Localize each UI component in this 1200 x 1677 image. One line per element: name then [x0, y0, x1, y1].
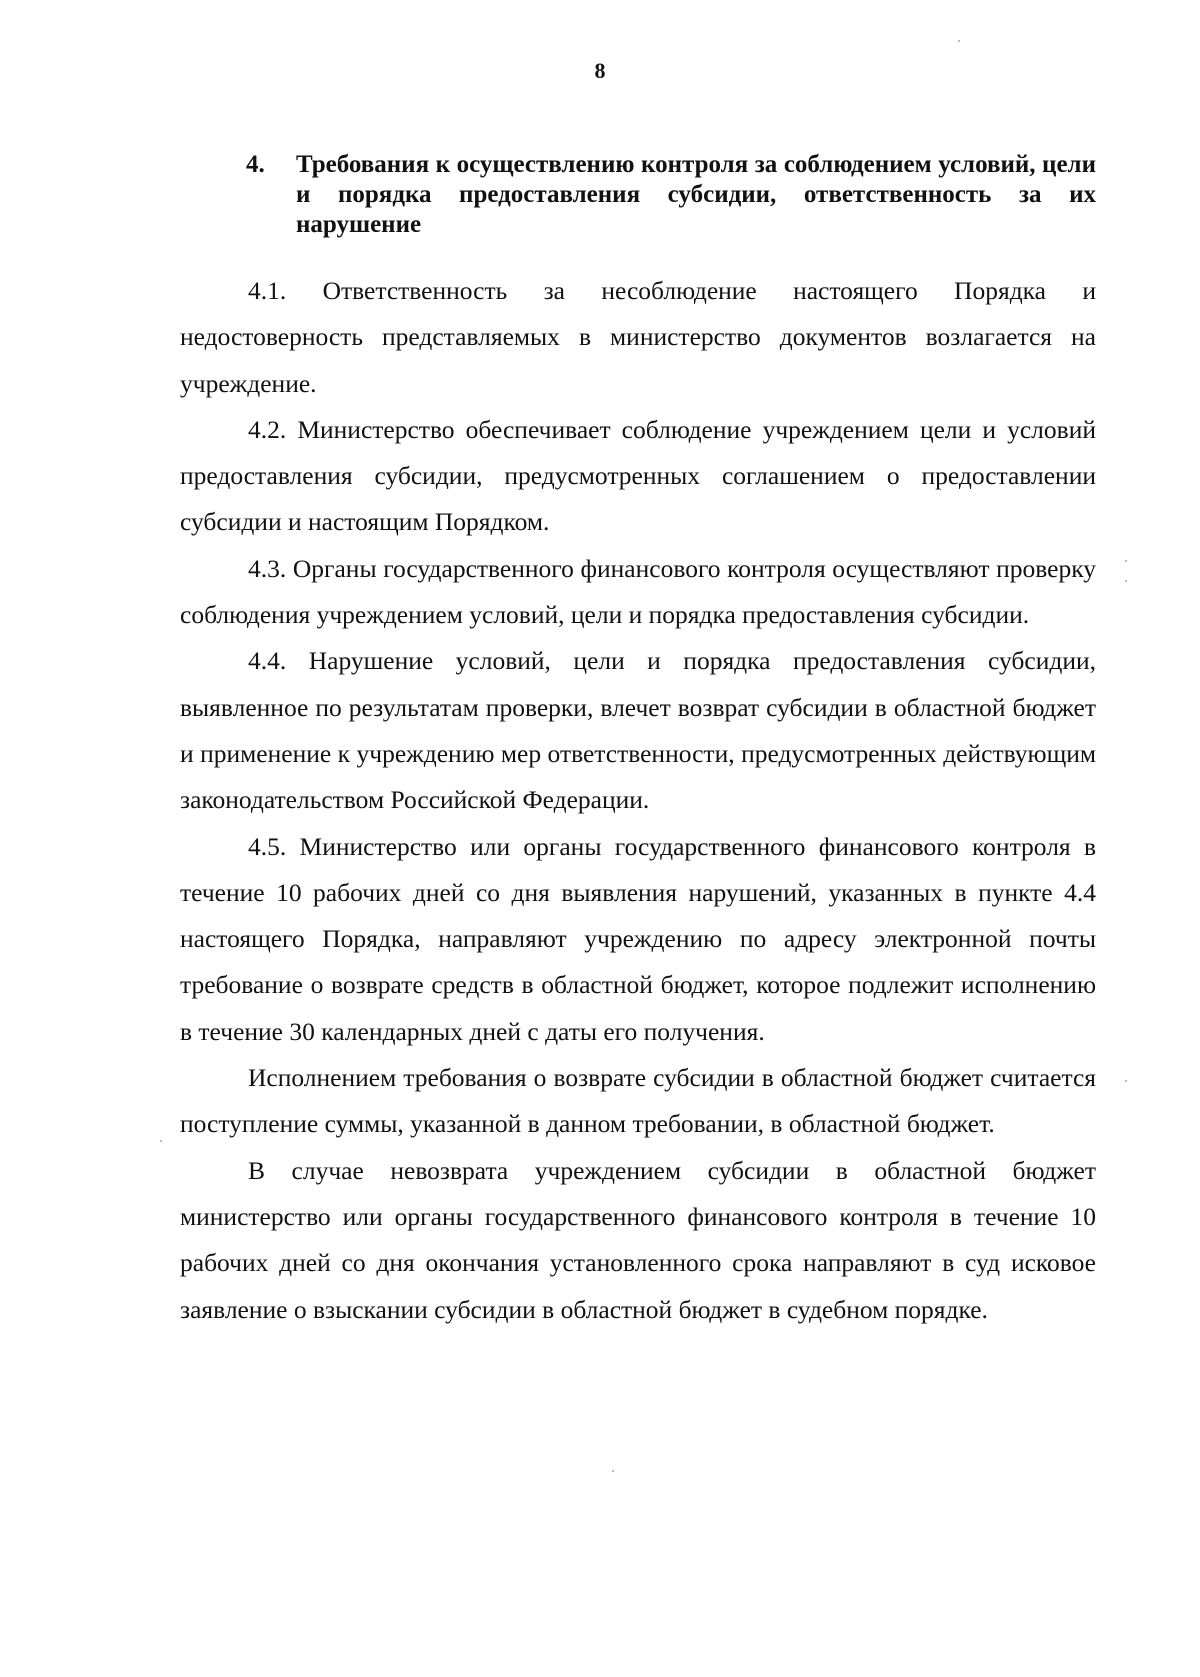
scan-speck — [1125, 580, 1127, 582]
paragraph-4-1: 4.1. Ответственность за несоблюдение настоящего Порядка и недостоверность представляемых в министерство документов возлагается на учреждение. — [180, 276, 1096, 398]
paragraph-4-5: 4.5. Министерство или органы государственного финансового контроля в течение 10 рабочих дней со дня выявления нарушений, указанных в пункте 4.4 настоящего Порядка, направляют учреждению по адресу электронной почты требование о возврате средств в областной бюджет, которое подлежит исполнению в течение 30 календарных дней с даты его получения. — [180, 831, 1096, 1046]
scan-speck — [1125, 1080, 1127, 1082]
paragraph-non-repayment: В случае невозврата учреждением субсидии в областной бюджет министерство или органы государственного финансового контроля в течение 10 рабочих дней со дня окончания установленного срока направляют в суд исковое заявление о взыскании субсидии в областной бюджет в судебном порядке. — [180, 1155, 1096, 1324]
paragraph-4-2: 4.2. Министерство обеспечивает соблюдение учреждением цели и условий предоставления субсидии, предусмотренных соглашением о предоставлении субсидии и настоящим Порядком. — [180, 414, 1096, 537]
section-heading — [246, 150, 1096, 240]
section-number: 4. — [246, 151, 265, 178]
paragraph-repayment-execution: Исполнением требования о возврате субсидии в областной бюджет считается поступление суммы, указанной в данном требовании, в областной бюджет. — [180, 1063, 1096, 1139]
paragraph-4-3: 4.3. Органы государственного финансового контроля осуществляют проверку соблюдения учреждением условий, цели и порядка предоставления субсидии. — [180, 553, 1096, 630]
scan-speck — [1125, 560, 1127, 562]
section-title: Требования к осуществлению контроля за соблюдением условий, цели и порядка предоставления субсидии, ответственность за их нарушение — [296, 151, 1096, 238]
page-number: 8 — [594, 58, 606, 83]
scan-speck — [160, 1140, 162, 1142]
scan-speck — [958, 40, 960, 42]
document-body — [180, 268, 1096, 1333]
paragraph-4-4: 4.4. Нарушение условий, цели и порядка предоставления субсидии, выявленное по результатам проверки, влечет возврат субсидии в областной бюджет и применение к учреждению мер ответственности, предусмотренных действующим законодательством Российской Федерации. — [180, 646, 1096, 815]
scan-speck — [612, 1470, 614, 1472]
